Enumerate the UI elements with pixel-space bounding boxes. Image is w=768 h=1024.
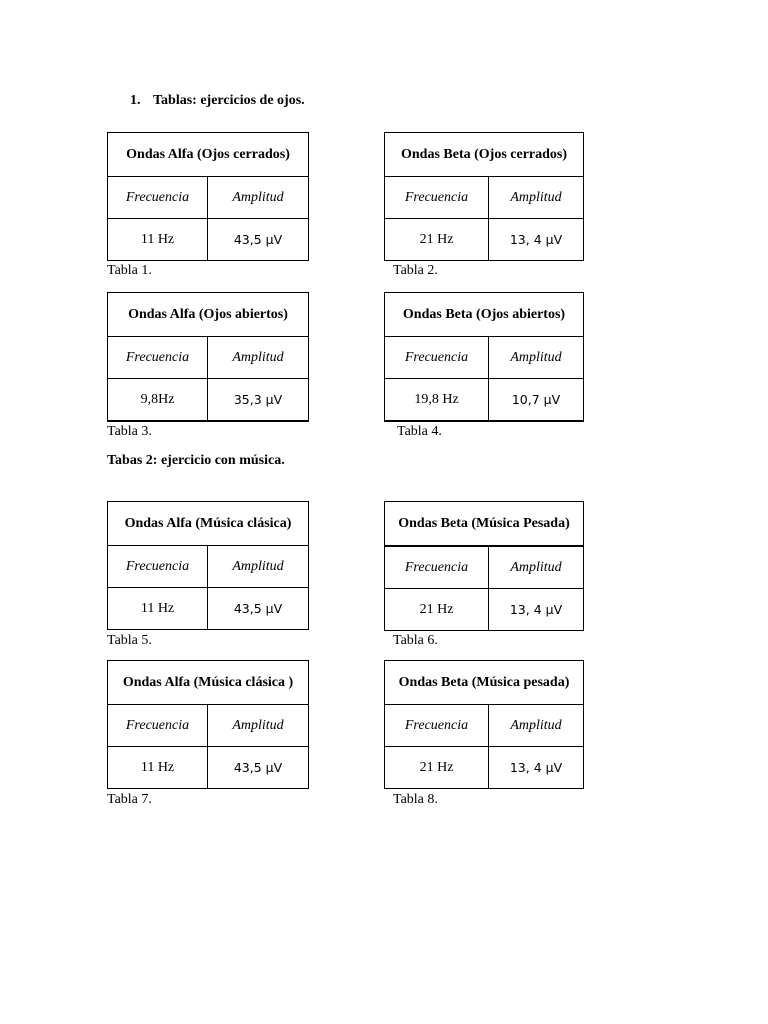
cell-amplitud: 43,5 μV [208, 219, 309, 261]
cell-frecuencia: 11 Hz [108, 219, 208, 261]
table-alfa-musica-clasica-2 [107, 660, 309, 789]
table-title: Ondas Alfa (Ojos cerrados) [108, 133, 309, 177]
column-header-amplitud: Amplitud [489, 705, 584, 747]
table-title: Ondas Beta (Ojos cerrados) [385, 133, 584, 177]
column-header-amplitud: Amplitud [489, 546, 584, 589]
table-title: Ondas Beta (Música Pesada) [385, 502, 584, 547]
cell-amplitud: 13, 4 μV [489, 219, 584, 261]
table-caption: Tabla 6. [393, 633, 438, 648]
table-alfa-ojos-cerrados [107, 132, 309, 261]
cell-amplitud: 13, 4 μV [489, 589, 584, 631]
table-beta-musica-pesada [384, 501, 584, 631]
table-title: Ondas Alfa (Ojos abiertos) [108, 293, 309, 337]
cell-frecuencia: 21 Hz [385, 219, 489, 261]
column-header-frecuencia: Frecuencia [108, 337, 208, 379]
section-1-title: Tablas: ejercicios de ojos. [153, 93, 305, 108]
column-header-frecuencia: Frecuencia [108, 177, 208, 219]
section-2-heading: Tabas 2: ejercicio con música. [107, 453, 285, 468]
table-caption: Tabla 1. [107, 263, 152, 278]
column-header-frecuencia: Frecuencia [385, 705, 489, 747]
cell-frecuencia: 19,8 Hz [385, 379, 489, 422]
section-1-heading [130, 92, 305, 110]
column-header-amplitud: Amplitud [489, 177, 584, 219]
table-caption: Tabla 5. [107, 633, 152, 648]
table-caption: Tabla 7. [107, 792, 152, 807]
table-caption: Tabla 4. [397, 424, 442, 439]
table-alfa-musica-clasica [107, 501, 309, 630]
table-caption: Tabla 2. [393, 263, 438, 278]
table-caption: Tabla 3. [107, 424, 152, 439]
column-header-amplitud: Amplitud [208, 705, 309, 747]
column-header-frecuencia: Frecuencia [385, 546, 489, 589]
column-header-frecuencia: Frecuencia [385, 337, 489, 379]
cell-amplitud: 43,5 μV [208, 747, 309, 789]
table-title: Ondas Beta (Música pesada) [385, 661, 584, 705]
cell-amplitud: 43,5 μV [208, 588, 309, 630]
section-1-number: 1. [130, 93, 141, 108]
table-beta-ojos-cerrados [384, 132, 584, 261]
column-header-frecuencia: Frecuencia [108, 705, 208, 747]
column-header-amplitud: Amplitud [208, 546, 309, 588]
cell-frecuencia: 11 Hz [108, 747, 208, 789]
cell-amplitud: 35,3 μV [208, 379, 309, 422]
table-alfa-ojos-abiertos [107, 292, 309, 422]
column-header-frecuencia: Frecuencia [108, 546, 208, 588]
table-title: Ondas Alfa (Música clásica ) [108, 661, 309, 705]
table-beta-ojos-abiertos [384, 292, 584, 422]
column-header-frecuencia: Frecuencia [385, 177, 489, 219]
table-title: Ondas Beta (Ojos abiertos) [385, 293, 584, 337]
cell-frecuencia: 11 Hz [108, 588, 208, 630]
column-header-amplitud: Amplitud [208, 337, 309, 379]
cell-amplitud: 13, 4 μV [489, 747, 584, 789]
cell-frecuencia: 21 Hz [385, 747, 489, 789]
table-caption: Tabla 8. [393, 792, 438, 807]
cell-frecuencia: 21 Hz [385, 589, 489, 631]
column-header-amplitud: Amplitud [489, 337, 584, 379]
table-beta-musica-pesada-2 [384, 660, 584, 789]
table-title: Ondas Alfa (Música clásica) [108, 502, 309, 546]
cell-amplitud: 10,7 μV [489, 379, 584, 422]
column-header-amplitud: Amplitud [208, 177, 309, 219]
cell-frecuencia: 9,8Hz [108, 379, 208, 422]
